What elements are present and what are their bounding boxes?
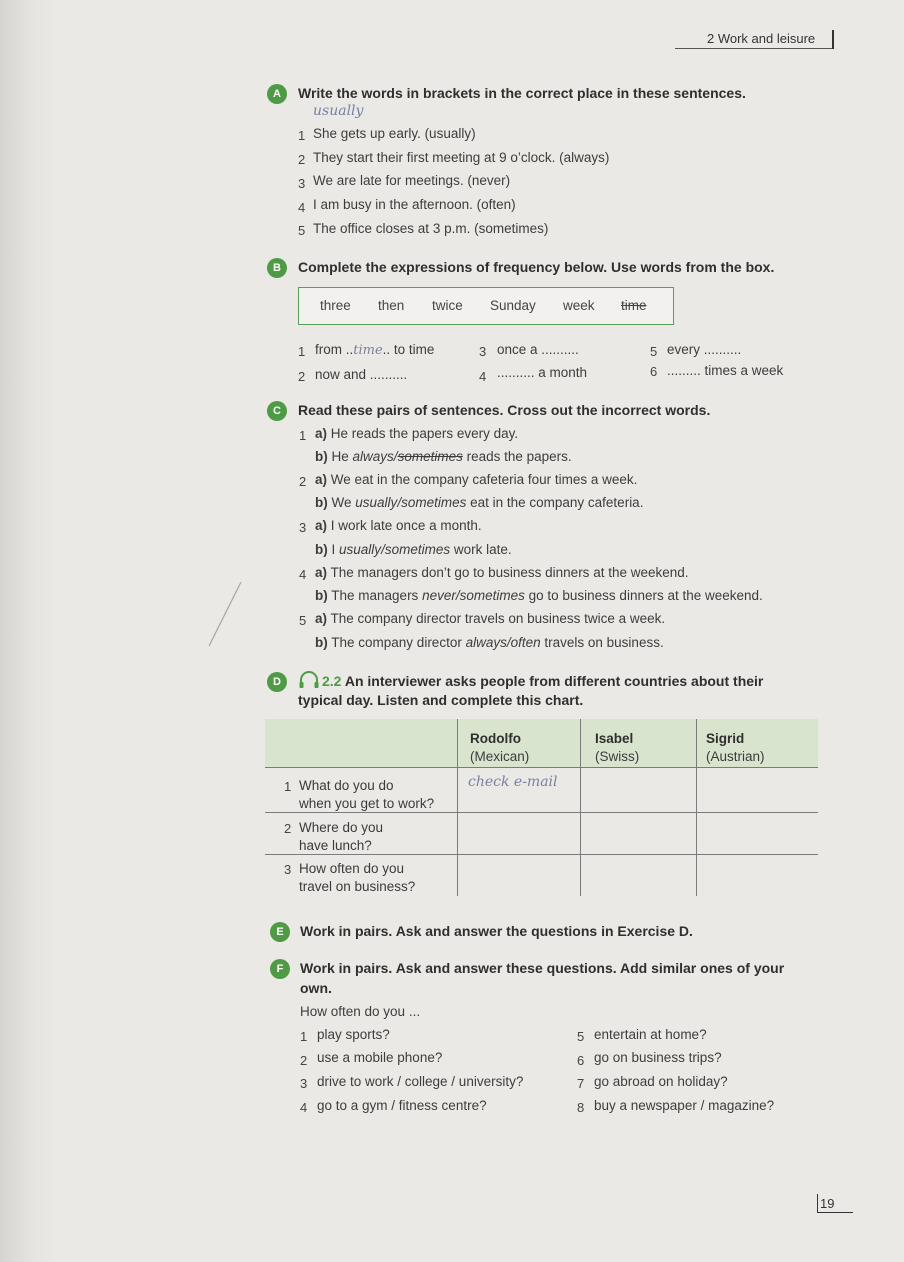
header-rule	[675, 48, 833, 49]
exercise-d-title: 2.2 An interviewer asks people from different countries about their	[322, 673, 764, 689]
exercise-f-item-6: go on business trips?	[594, 1050, 722, 1065]
item-number: 1	[284, 779, 292, 794]
exercise-f-badge: F	[270, 959, 290, 979]
item-number: 4	[479, 369, 487, 384]
item-number: 3	[300, 1076, 308, 1091]
exercise-f-item-7: go abroad on holiday?	[594, 1074, 728, 1089]
table-row-question-2: Where do you have lunch?	[299, 820, 384, 853]
item-number: 8	[577, 1100, 585, 1115]
exercise-c-item-3a: a) I work late once a month.	[315, 518, 482, 533]
exercise-c-title: Read these pairs of sentences. Cross out the incorrect words.	[298, 402, 711, 418]
exercise-a-item-1: She gets up early. (usually)	[313, 126, 476, 141]
item-number: 2	[299, 474, 307, 489]
word-box-item: twice	[432, 298, 463, 313]
track-number: 2.2	[322, 673, 342, 689]
exercise-f-item-2: use a mobile phone?	[317, 1050, 443, 1065]
word-box-item: week	[563, 298, 595, 313]
exercise-e-badge: E	[270, 922, 290, 942]
page-gutter-shadow	[0, 0, 55, 1262]
exercise-c-item-1b: b) He always/sometimes reads the papers.	[315, 449, 572, 464]
item-number: 1	[298, 344, 306, 359]
item-number: 1	[299, 428, 307, 443]
exercise-f-item-5: entertain at home?	[594, 1027, 707, 1042]
exercise-f-title: Work in pairs. Ask and answer these questions. Add similar ones of your	[300, 960, 785, 976]
word-box-item-crossed: time	[621, 298, 647, 313]
exercise-f-intro: How often do you ...	[300, 1004, 421, 1019]
item-number: 3	[479, 344, 487, 359]
exercise-d-title-2: typical day. Listen and complete this chart.	[298, 692, 584, 708]
exercise-c-item-5a: a) The company director travels on business twice a week.	[315, 611, 666, 626]
item-number: 5	[650, 344, 658, 359]
item-number: 5	[577, 1029, 585, 1044]
exercise-b-badge: B	[267, 258, 287, 278]
page-number-rule	[817, 1212, 853, 1213]
exercise-c-item-2a: a) We eat in the company cafeteria four times a week.	[315, 472, 638, 487]
exercise-f-item-1: play sports?	[317, 1027, 390, 1042]
exercise-f-item-8: buy a newspaper / magazine?	[594, 1098, 775, 1113]
exercise-d-badge: D	[267, 672, 287, 692]
exercise-c-item-4a: a) The managers don’t go to business dinners at the weekend.	[315, 565, 689, 580]
word-box	[298, 287, 674, 325]
item-number: 2	[300, 1053, 308, 1068]
item-number: 3	[298, 176, 306, 191]
pencil-mark	[205, 580, 245, 650]
exercise-b-item-2: now and ..........	[315, 367, 408, 382]
item-number: 1	[298, 128, 306, 143]
exercise-f-item-3: drive to work / college / university?	[317, 1074, 524, 1089]
exercise-c-badge: C	[267, 401, 287, 421]
word-box-item: three	[320, 298, 351, 313]
exercise-b-item-1: from ..time.. to time	[315, 342, 435, 358]
exercise-f-item-4: go to a gym / fitness centre?	[317, 1098, 487, 1113]
item-number: 4	[298, 200, 306, 215]
item-number: 4	[300, 1100, 308, 1115]
exercise-c-item-4b: b) The managers never/sometimes go to business dinners at the weekend.	[315, 588, 763, 603]
exercise-a-badge: A	[267, 84, 287, 104]
handwritten-answer-time: time	[353, 343, 383, 358]
page-number-bar	[817, 1194, 818, 1213]
exercise-a-item-3: We are late for meetings. (never)	[313, 173, 511, 188]
listening-chart-table	[265, 719, 818, 896]
word-box-item: Sunday	[490, 298, 536, 313]
exercise-c-item-3b: b) I usually/sometimes work late.	[315, 542, 512, 557]
headphones-icon	[298, 670, 320, 690]
handwritten-answer-check-email: check e-mail	[468, 774, 558, 790]
running-header: 2 Work and leisure	[707, 31, 816, 46]
exercise-b-item-3: once a ..........	[497, 342, 579, 357]
exercise-b-title: Complete the expressions of frequency below. Use words from the box.	[298, 259, 775, 275]
item-number: 4	[299, 567, 307, 582]
table-row-question-1: What do you do when you get to work?	[299, 778, 435, 811]
handwritten-answer-usually: usually	[313, 103, 364, 119]
exercise-a-item-2: They start their first meeting at 9 o’clock. (always)	[313, 150, 610, 165]
exercise-f-title-2: own.	[300, 980, 332, 996]
item-number: 1	[300, 1029, 308, 1044]
item-number: 2	[284, 821, 292, 836]
item-number: 7	[577, 1076, 585, 1091]
exercise-b-item-6: ......... times a week	[667, 363, 784, 378]
exercise-a-item-4: I am busy in the afternoon. (often)	[313, 197, 516, 212]
item-number: 5	[298, 223, 306, 238]
item-number: 6	[650, 364, 658, 379]
page-number: 19	[820, 1196, 835, 1211]
item-number: 6	[577, 1053, 585, 1068]
item-number: 5	[299, 613, 307, 628]
word-box-item: then	[378, 298, 405, 313]
column-header-isabel: Isabel (Swiss)	[595, 731, 640, 764]
column-header-rodolfo: Rodolfo (Mexican)	[470, 731, 530, 764]
table-row-question-3: How often do you travel on business?	[299, 861, 416, 894]
item-number: 3	[284, 862, 292, 877]
item-number: 2	[298, 369, 306, 384]
exercise-a-title: Write the words in brackets in the correct place in these sentences.	[298, 85, 746, 101]
exercise-a-item-5: The office closes at 3 p.m. (sometimes)	[313, 221, 549, 236]
exercise-b-item-4: .......... a month	[497, 365, 588, 380]
exercise-c-item-2b: b) We usually/sometimes eat in the company cafeteria.	[315, 495, 644, 510]
exercise-b-item-5: every ..........	[667, 342, 742, 357]
item-number: 3	[299, 520, 307, 535]
crossed-out-word: sometimes	[397, 449, 463, 464]
exercise-c-item-1a: a) He reads the papers every day.	[315, 426, 519, 441]
item-number: 2	[298, 152, 306, 167]
exercise-e-title: Work in pairs. Ask and answer the questions in Exercise D.	[300, 923, 693, 939]
exercise-c-item-5b: b) The company director always/often travels on business.	[315, 635, 664, 650]
column-header-sigrid: Sigrid (Austrian)	[706, 731, 765, 764]
header-bar	[832, 30, 834, 49]
